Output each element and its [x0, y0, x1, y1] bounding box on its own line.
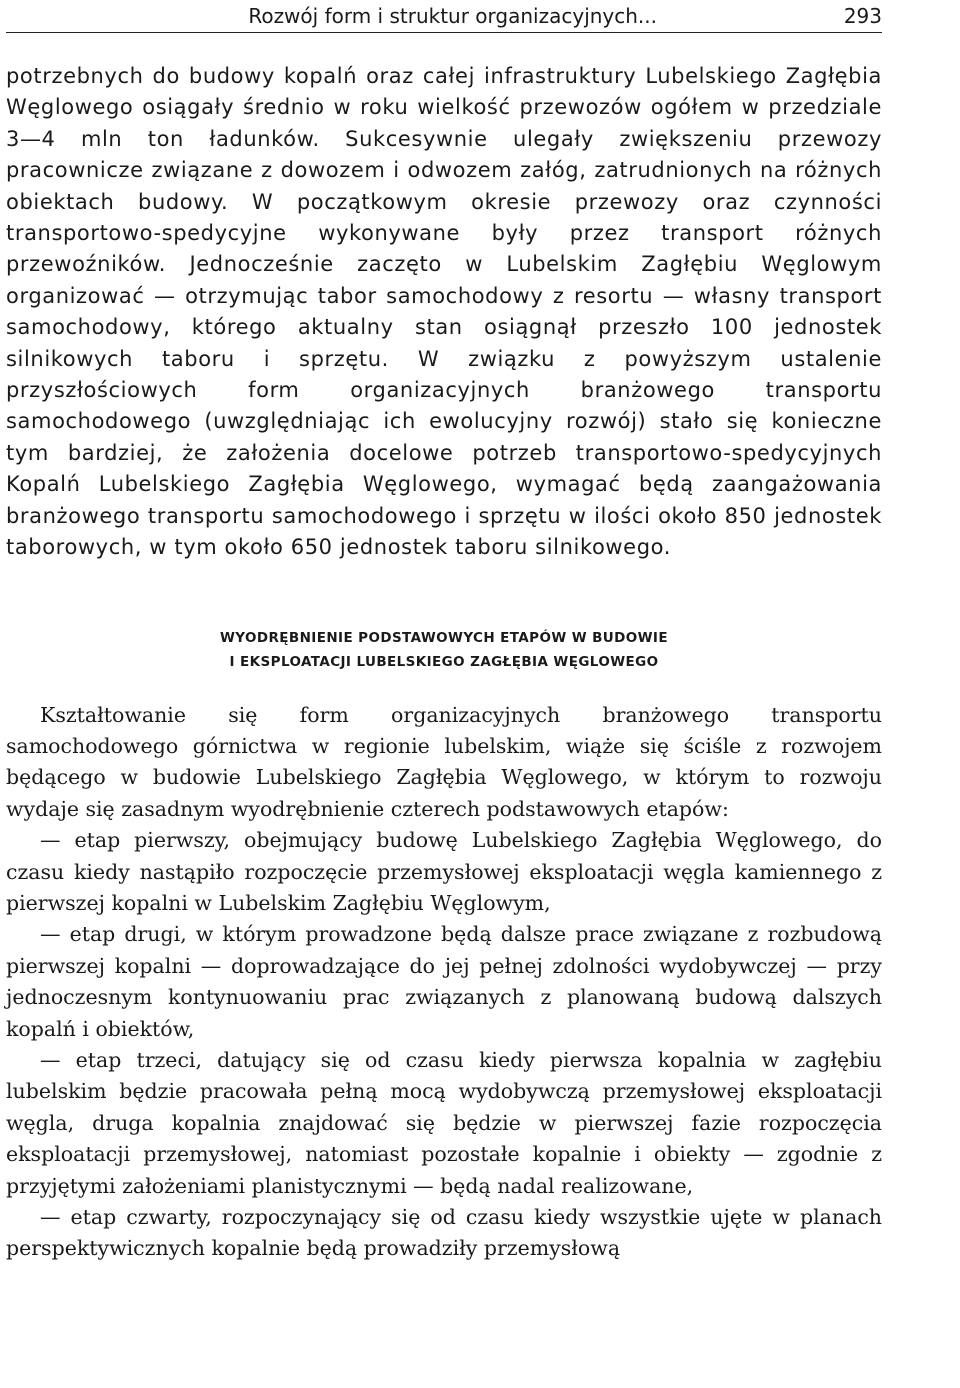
- paragraph-transport-volumes: potrzebnych do budowy kopalń oraz całej infrastruktury Lubelskiego Zagłębia Węglowego osiągały średnio w roku wielkość przewozów ogółem w przedziale 3—4 mln ton ładunków. Sukcesywnie ulegały zwiększeniu przewozy pracownicze związane z dowozem i odwozem załóg, zatrudnionych na różnych obiektach budowy. W początkowym okresie przewozy oraz czynności transportowo-spedycyjne wykonywane były przez transport różnych przewoźników. Jednocześnie zaczęto w Lubelskim Zagłębiu Węglowym organizować — otrzymując tabor samochodowy z resortu — własny transport samochodowy, którego aktualny stan osiągnął przeszło 100 jednostek silnikowych taboru i sprzętu. W związku z powyższym ustalenie przyszłościowych form organizacyjnych branżowego transportu samochodowego (uwzględniając ich ewolucyjny rozwój) stało się konieczne tym bardziej, że założenia docelowe potrzeb transportowo-spedycyjnych Kopalń Lubelskiego Zagłębia Węglowego, wymagać będą zaangażowania branżowego transportu samochodowego i sprzętu w ilości około 850 jednostek taborowych, w tym około 650 jednostek taboru silnikowego.: [6, 64, 882, 560]
- stage-item-first: — etap pierwszy, obejmujący budowę Lubelskiego Zagłębia Węglowego, do czasu kiedy nastąpiło rozpoczęcie przemysłowej eksploatacji węgla kamiennego z pierwszej kopalni w Lubelskim Zagłębiu Węglowym,: [6, 828, 882, 915]
- section-body: [6, 700, 882, 1265]
- running-header: [6, 0, 882, 33]
- section-heading-line-1: WYODRĘBNIENIE PODSTAWOWYCH ETAPÓW W BUDOWIE: [220, 629, 668, 646]
- running-title: Rozwój form i struktur organizacyjnych...: [248, 4, 657, 28]
- section-heading: [6, 626, 882, 674]
- stage-item-third: — etap trzeci, datujący się od czasu kiedy pierwsza kopalnia w zagłębiu lubelskim będzie pracowała pełną mocą wydobywczą przemysłowej eksploatacji węgla, druga kopalnia znajdować się będzie w pierwszej fazie rozpoczęcia eksploatacji przemysłowej, natomiast pozostałe kopalnie i obiekty — zgodnie z przyjętymi założeniami planistycznymi — będą nadal realizowane,: [6, 1047, 882, 1198]
- stage-item-second: — etap drugi, w którym prowadzone będą dalsze prace związane z rozbudową pierwszej kopalni — doprowadzające do jej pełnej zdolności wydobywczej — przy jednoczesnym kontynuowaniu prac związanych z planowaną budową dalszych kopalń i obiektów,: [6, 922, 882, 1041]
- stage-item-fourth: — etap czwarty, rozpoczynający się od czasu kiedy wszystkie ujęte w planach perspektywicznych kopalnie będą prowadziły przemysłową: [6, 1205, 882, 1261]
- page-number: 293: [843, 4, 882, 28]
- document-page: [6, 0, 882, 1388]
- paragraph-intro-stages: Kształtowanie się form organizacyjnych branżowego transportu samochodowego górnictwa w regionie lubelskim, wiąże się ściśle z rozwojem będącego w budowie Lubelskiego Zagłębia Węglowego, w którym to rozwoju wydaje się zasadnym wyodrębnienie czterech podstawowych etapów:: [6, 702, 882, 821]
- section-heading-line-2: I EKSPLOATACJI LUBELSKIEGO ZAGŁĘBIA WĘGLOWEGO: [229, 653, 659, 670]
